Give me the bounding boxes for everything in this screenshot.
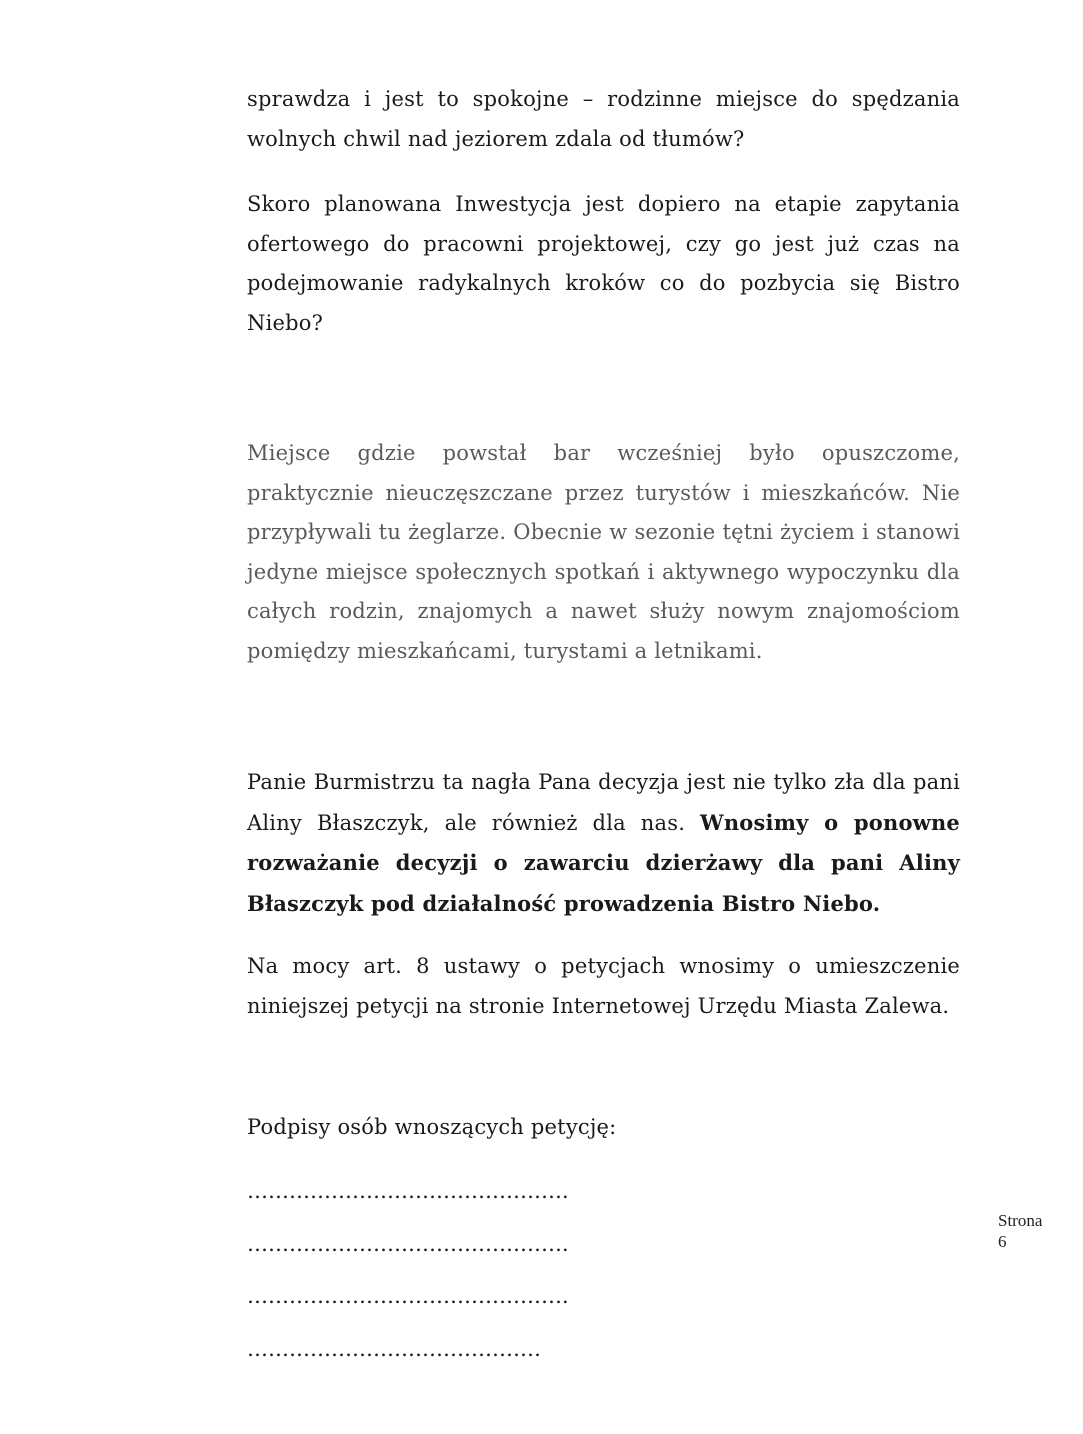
signature-line: ………………………………………. [247, 1284, 569, 1308]
paragraph-5-text: Na mocy art. 8 ustawy o petycjach wnosimy o umieszczenie niniejszej petycji na stronie Internetowej Urzędu Miasta Zalewa. [247, 954, 960, 1018]
page-number [998, 1210, 1042, 1252]
signature-line: ………………………………………. [247, 1179, 569, 1203]
paragraph-1 [247, 80, 960, 159]
signatures-label: Podpisy osób wnoszących petycję: [247, 1115, 617, 1139]
signature-line: ………………………………………. [247, 1232, 569, 1256]
page-label: Strona [998, 1211, 1043, 1230]
paragraph-1-text: sprawdza i jest to spokojne – rodzinne miejsce do spędzania wolnych chwil nad jeziorem zdala od tłumów? [247, 87, 960, 151]
paragraph-4-normal: Panie Burmistrzu ta nagła Pana decyzja jest nie tylko zła dla pani Aliny Błaszczyk, ale również dla nas. [247, 770, 960, 835]
paragraph-2-text: Skoro planowana Inwestycja jest dopiero na etapie zapytania ofertowego do pracowni projektowej, czy go jest już czas na podejmowanie radykalnych kroków co do pozbycia się Bistro Niebo? [247, 192, 960, 335]
paragraph-5 [247, 947, 960, 1026]
paragraph-4-text [247, 763, 960, 924]
paragraph-3-text: Miejsce gdzie powstał bar wcześniej było opuszczome, praktycznie nieuczęszczane przez turystów i mieszkańców. Nie przypływali tu żeglarze. Obecnie w sezonie tętni życiem i stanowi jedyne miejsce społecznych spotkań i aktywnego wypoczynku dla całych rodzin, znajomych a nawet służy nowym znajomościom pomiędzy mieszkańcami, turystami a letnikami. [247, 441, 960, 663]
paragraph-3 [247, 434, 960, 671]
paragraph-2 [247, 185, 960, 343]
page-number-value: 6 [998, 1232, 1007, 1251]
signature-line: …………………………………… [247, 1337, 541, 1361]
signatures-heading [247, 1108, 960, 1148]
paragraph-4-bold: Wnosimy o ponowne rozważanie decyzji o zawarciu dzierżawy dla pani Aliny Błaszczyk pod działalność prowadzenia Bistro Niebo. [247, 809, 960, 916]
paragraph-4 [247, 763, 960, 924]
